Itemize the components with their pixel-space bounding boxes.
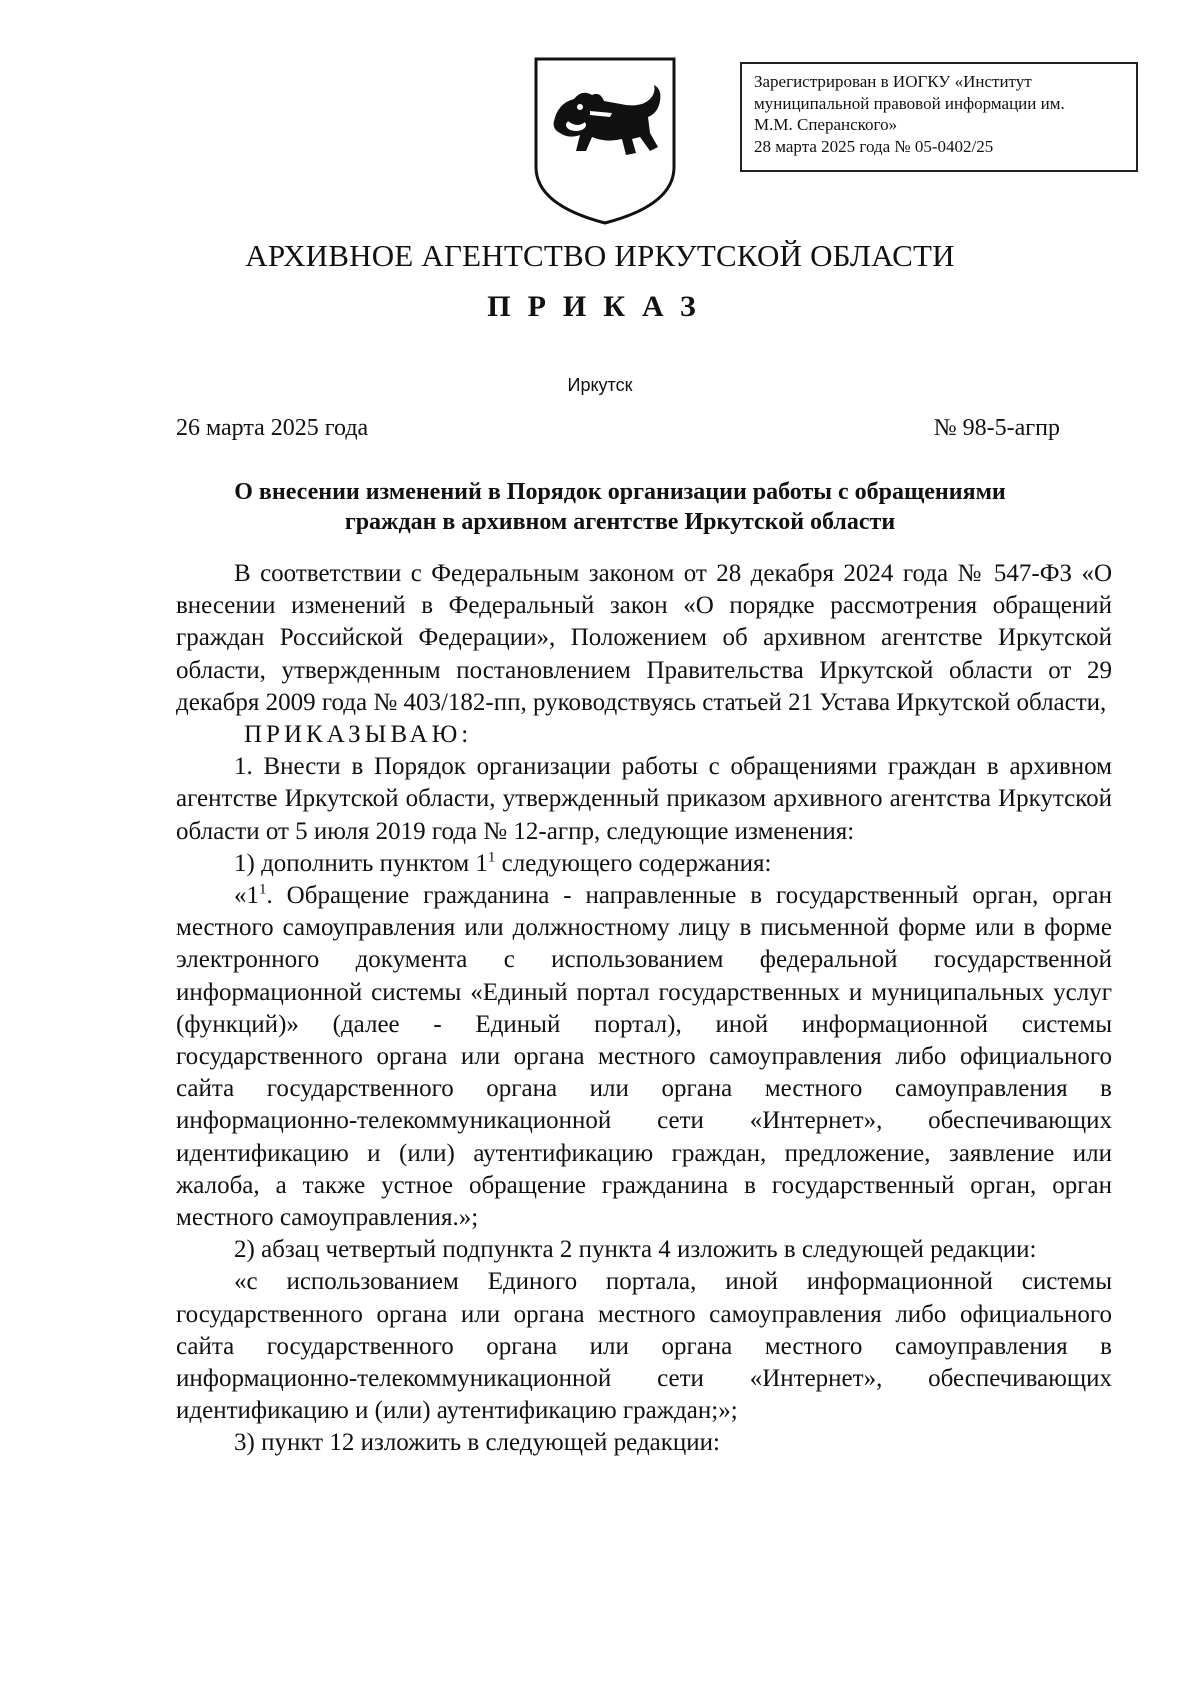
superscript: 1 [259,881,267,898]
quote-1-start: «1 [234,882,259,910]
subitem-2-paragraph: 2) абзац четвертый подпункта 2 пункта 4 изложить в следующей редакции: [234,1236,1037,1264]
subitem-1-paragraph [176,848,1112,880]
order-date: 26 марта 2025 года [176,415,369,441]
preamble-paragraph: В соответствии с Федеральным законом от 28 декабря 2024 года № 547-ФЗ «О внесении изменений в Федеральный закон «О порядке рассмотрения обращений граждан Российской Федерации», Положением об архивном агентстве Иркутской области, утвержденным постановлением Правительства Иркутской области от 29 декабря 2009 года № 403/182-пп, руководствуясь статьей 21 Устава Иркутской области, [176,560,1112,716]
irkutsk-coat-of-arms-icon [530,55,680,227]
subject-line: граждан в архивном агентстве Иркутской области [344,509,896,535]
registration-stamp [740,62,1138,172]
quote-1-paragraph [176,880,1112,1234]
subitem-3-paragraph: 3) пункт 12 изложить в следующей редакции: [234,1429,720,1457]
registration-line: М.М. Сперанского» [754,115,898,134]
registration-line: Зарегистрирован в ИОГКУ «Институт [754,72,1032,91]
subject-line: О внесении изменений в Порядок организации работы с обращениями [234,479,1006,505]
order-body [176,558,1112,1460]
document-type-title: ПРИКАЗ [487,290,713,323]
item-1-paragraph: 1. Внести в Порядок организации работы с обращениями граждан в архивном агентстве Иркутской области, утвержденный приказом архивного агентства Иркутской области от 5 июля 2019 года № 12-агпр, следующие изменения: [176,753,1112,845]
quote-2-paragraph: «с использованием Единого портала, иной информационной системы государственного органа или органа местного самоуправления либо официального сайта государственного органа или органа местного самоуправления в информационно-телекоммуникационной сети «Интернет», обеспечивающих идентификацию и (или) аутентификацию граждан;»; [176,1268,1112,1425]
order-subject [160,477,1080,537]
order-number: № 98-5-агпр [933,415,1060,441]
agency-title: АРХИВНОЕ АГЕНТСТВО ИРКУТСКОЙ ОБЛАСТИ [245,238,955,273]
superscript: 1 [487,849,496,866]
registration-line: 28 марта 2025 года № 05-0402/25 [754,136,994,156]
registration-line: муниципальной правовой информации им. [754,93,1065,113]
quote-1-text: . Обращение гражданина - направленные в государственный орган, орган местного самоуправления или должностному лицу в письменной форме или в форме электронного документа с использованием федеральной государственной информационной системы «Единый портал государственных и муниципальных услуг (функций)» (далее - Единый портал), иной информационной системы государственного органа или органа местного самоуправления либо официального сайта государственного органа или органа местного самоуправления в информационно-телекоммуникационной сети «Интернет», обеспечивающих идентификацию и (или) аутентификацию граждан, предложение, заявление или жалоба, а также устное обращение гражданина в государственный орган, орган местного самоуправления.»; [176,882,1112,1232]
subitem-1-text: 1) дополнить пунктом 1 [234,849,488,877]
decree-word: ПРИКАЗЫВАЮ: [244,721,473,749]
city-label: Иркутск [567,375,633,395]
subitem-1-text-tail: следующего содержания: [495,849,772,877]
